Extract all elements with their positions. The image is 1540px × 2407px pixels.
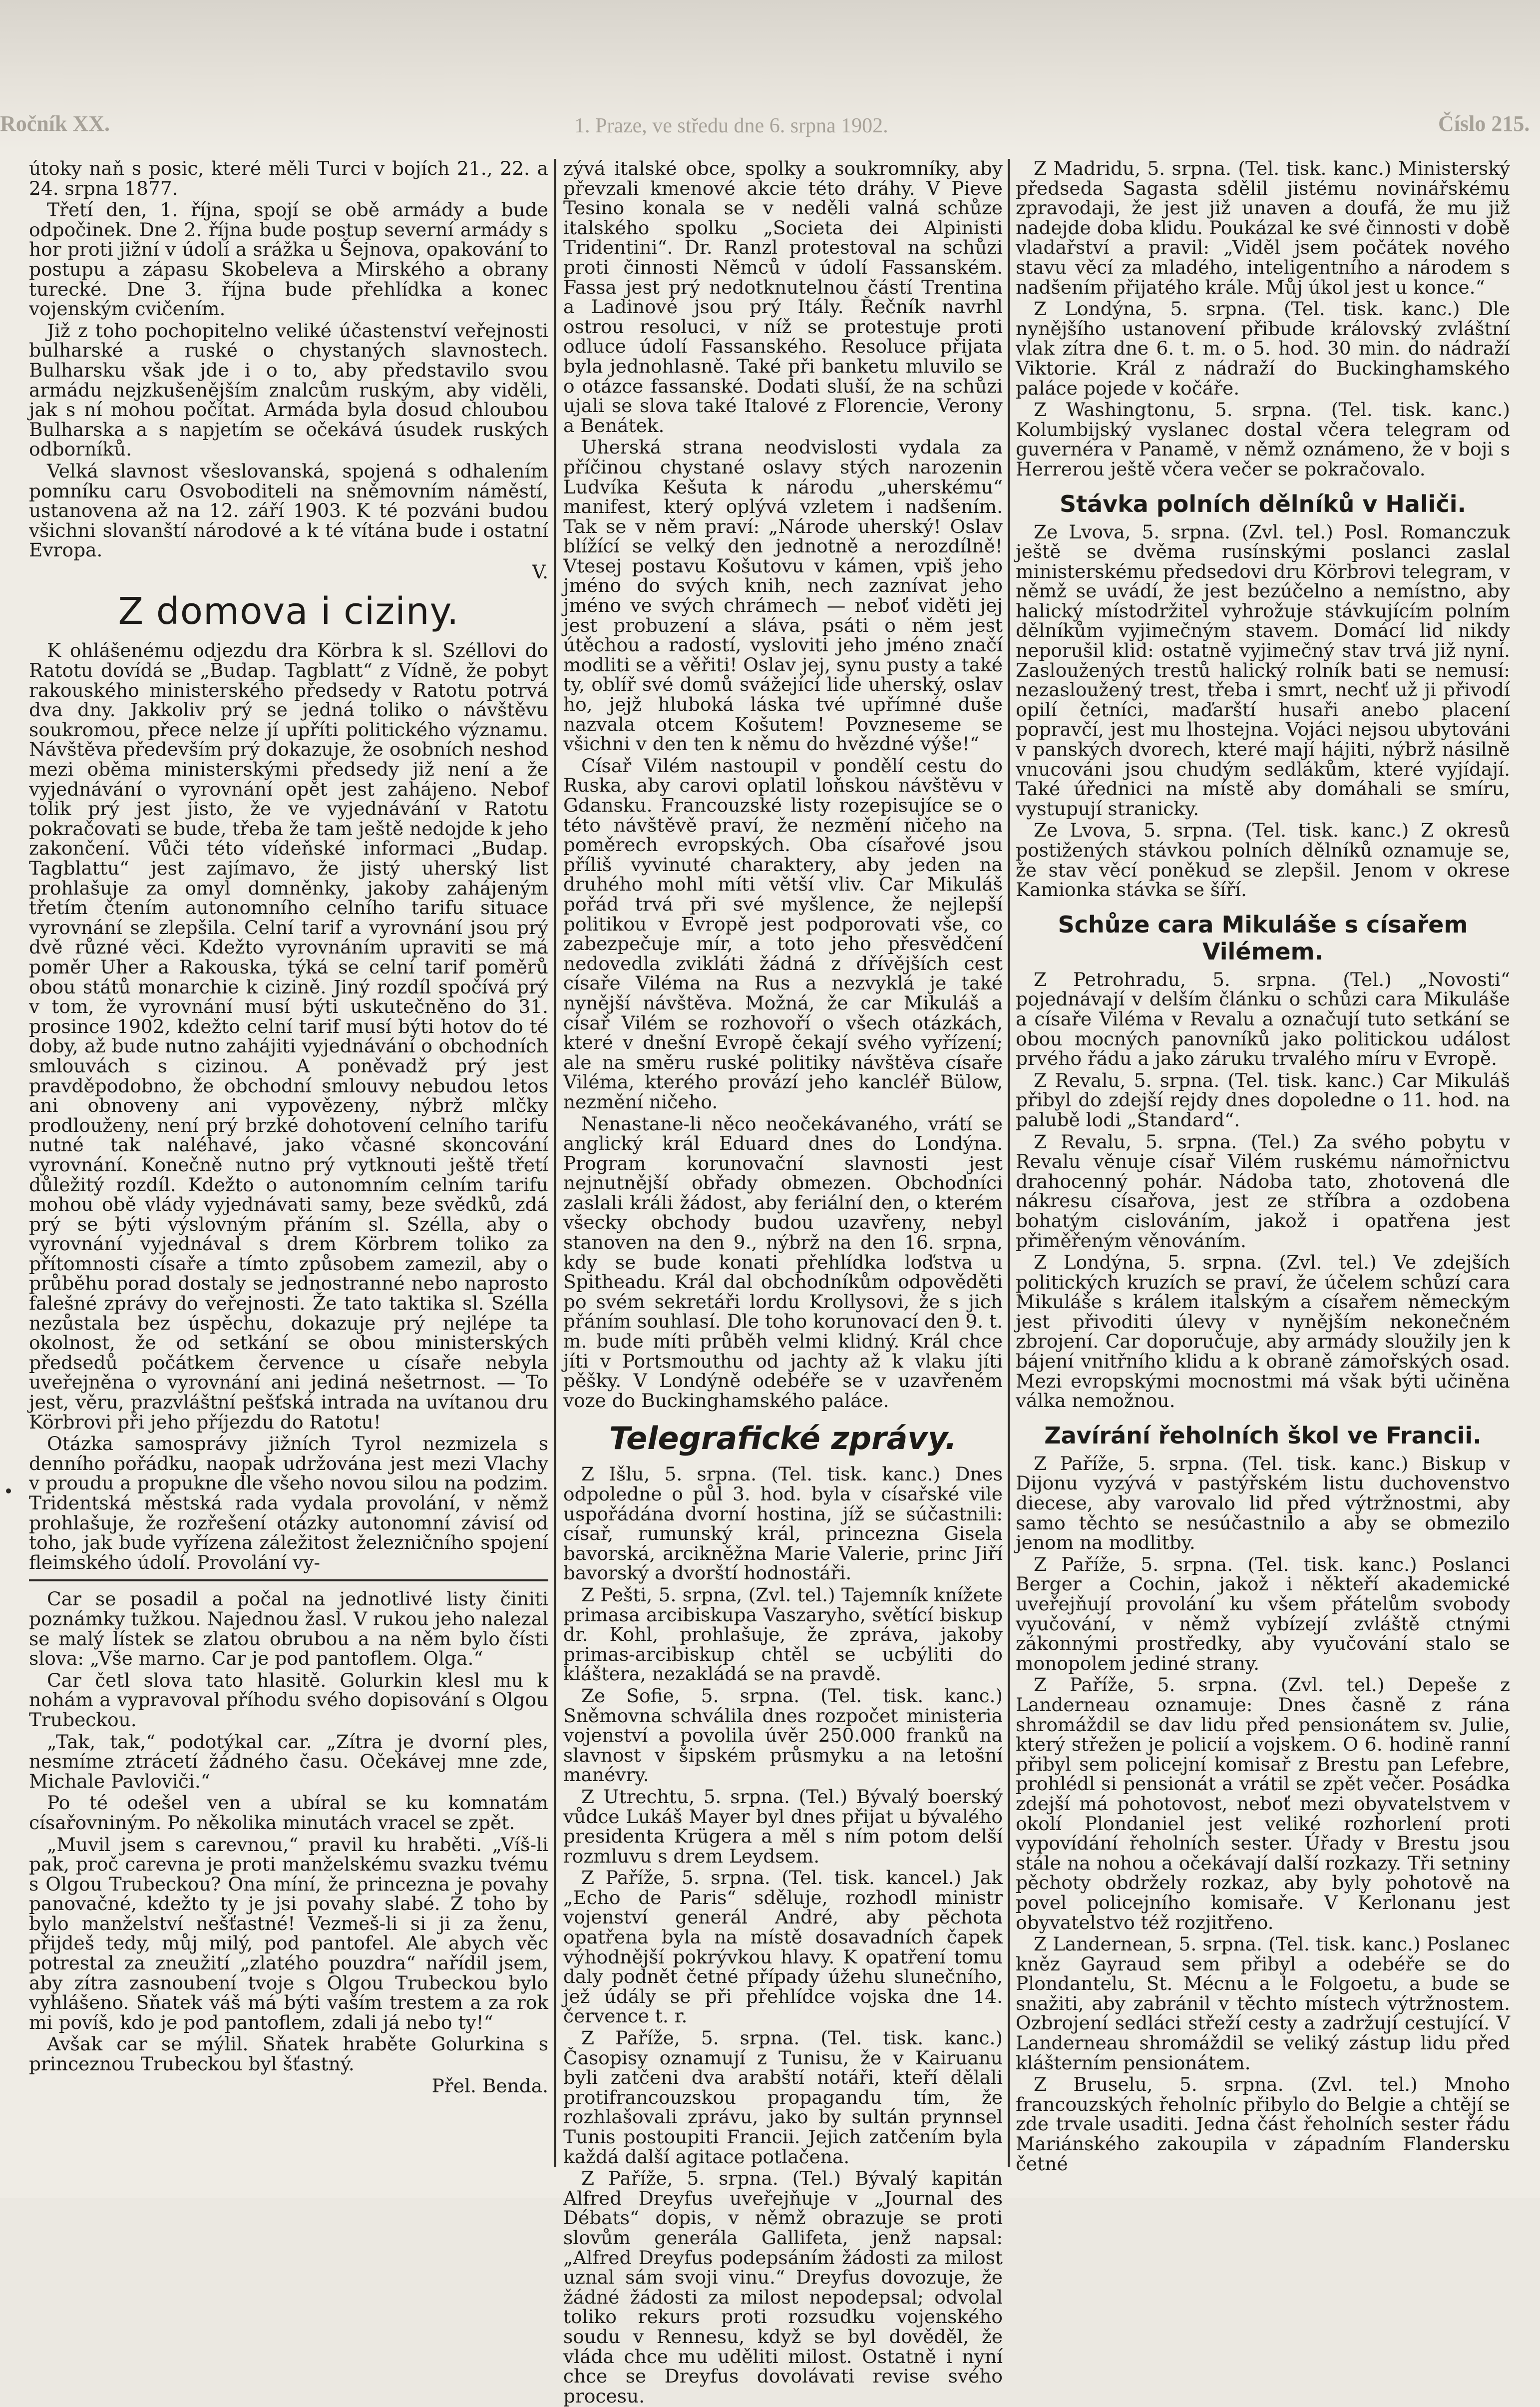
telegram-item: Z Pešti, 5. srpna, (Zvl. tel.) Tajemník knížete primasa arcibiskupa Vaszaryho, světící biskup dr. Kohl, prohlašuje, že zpráva, jakoby primas-arcibiskup chtěl se ucbýliti do kláštera, nezakládá se na pravdě. (563, 1583, 1003, 1685)
section-title-domestic: Z domova i ciziny. (118, 590, 459, 633)
telegram-item: Z Paříže, 5. srpna. (Tel. tisk. kanc.) Časopisy oznamují z Tunisu, že v Kairuanu byli zatčeni dva arabští notáři, kteří dělali protifrancouzskou propagandu tím, že rozhlašovali zprávu, jako by sultán prynnsel Tunis postoupiti Francii. Jejich zatčením byla každá další agitace potlačena. (563, 2027, 1003, 2168)
serial-divider (29, 1579, 548, 1581)
telegram-item: Z Paříže, 5. srpna. (Tel. tisk. kanc.) Biskup v Dijonu vyzývá v pastýřském listu duchovenstvo diecese, aby varovalo lid před výtržnostmi, aby samo těchto se nesúčastnilo a aby se obmezilo jenom na modlitby. (1016, 1452, 1510, 1554)
telegram-item: Ze Lvova, 5. srpna. (Zvl. tel.) Posl. Romanczuk ještě se dvěma rusínskými poslanci zaslal ministerskému předsedovi dru Körbrovi telegram, v němž se uvádí, že jest bezúčelno a nemístno, aby halický místodržitel vyhrožuje stávkujícím polním dělníkům vyjimečným stavem. Domácí lid nikdy neporušil klid: ostatně vyjimečný stav trvá již nyní. Zasloužených trestů halický rolník bati se nemusí: nezasloužený trest, třeba i smrt, nechť už ji přivodí opilí četníci, maďarští husaři anebo placení popravčí, jest mu lhostejna. Vojáci nejsou ubytováni v panských dvorech, které mají hájiti, nýbrž násilně vnucováni jsou chudým sedlákům, které vyjídají. Také úřednici na místě aby domáhali se smíru, vystupují stranicky. (1016, 520, 1510, 820)
section-title-tsar-meeting: Schůze cara Mikuláše s císařem Vilémem. (1058, 911, 1468, 965)
article-text: útoky naň s posic, které měli Turci v bojích 21., 22. a 24. srpna 1877. (29, 157, 548, 199)
article-text: Již z toho pochopitelno veliké účastenství veřejnosti bulharské a ruské o chystaných slavnostech. Bulharsku však jde i o to, aby představilo svou armádu nejzkušenějším znalcům ruským, aby viděli, jak s ní mohou počítat. Armáda byla dosud chloubou Bulharska a s napjetím se očekává úsudek ruských odborníků. (29, 319, 548, 461)
header-volume: Ročník XX. (0, 111, 110, 136)
section-title-galicia-strike: Stávka polních dělníků v Haliči. (1060, 490, 1466, 517)
article-text: Císař Vilém nastoupil v pondělí cestu do Ruska, aby carovi oplatil loňskou návštěvu v Gdansku. Francouzské listy rozepisujíce se o této návštěvě praví, že nezmění ničeho na poměrech evropských. Oba císařové jsou příliš vyvinuté charaktery, aby jeden na druhého mohl míti větší vliv. Car Mikuláš pořád trvá při své myšlence, že nejlepší politikou v Evropě jest podporovati vše, co zabezpečuje mír, a toto jeho přesvědčení nedovedla zvikláti žádná z dřívějších cest císaře Viléma na Rus a nezvyklá je také nynější návštěva. Možná, že car Mikuláš a císař Vilém se rozhovoří o všech otázkách, které v dnešní Evropě čekají svého vyřízení; ale na směru ruské politiky návštěva císaře Viléma, kterého provází jeho kancléř Bülow, nezmění ničeho. (563, 754, 1003, 1113)
telegram-item: Z Utrechtu, 5. srpna. (Tel.) Bývalý boerský vůdce Lukáš Mayer byl dnes přijat u bývalého presidenta Krügera a měl s ním potom delší rozmluvu s drem Leydsem. (563, 1785, 1003, 1867)
telegram-item: Z Londýna, 5. srpna. (Zvl. tel.) Ve zdejších politických kruzích se praví, že účelem schůzí cara Mikuláše s králem italským a císařem německým jest přivoditi úlevy v nynějším nekonečném zbrojení. Car doporučuje, aby armády sloužily jen k bájení vnitřního klidu a k obraně zámořských osad. Mezi evropskými mocnostmi má však býti učiněna válka nemožnou. (1016, 1251, 1510, 1412)
telegram-item: Z Išlu, 5. srpna. (Tel. tisk. kanc.) Dnes odpoledne o půl 3. hod. byla v císařské vile uspořádána dvorní hostina, jíž se súčastnili: císař, rumunský král, princezna Gisela bavorská, arcikněžna Marie Valerie, princ Jiří bavorský a dvorští hodnostáři. (563, 1463, 1003, 1584)
telegram-item: Z Londýna, 5. srpna. (Tel. tisk. kanc.) Dle nynějšího ustanovení přibude královský zvláštní vlak zítra dne 6. t. m. o 5. hod. 30 min. do nádraží Viktorie. Král z nádraží do Buckinghamského paláce pojede v kočáře. (1016, 298, 1510, 399)
page-header-strip (0, 0, 1540, 150)
article-text: Velká slavnost všeslovanská, spojená s odhalením pomníku caru Osvoboditeli na sněmovním náměstí, ustanovena až na 12. září 1903. K té pozváni budou všichni slovanští národové a k té vítána bude i ostatní Evropa. (29, 460, 548, 561)
serial-text: Avšak car se mýlil. Sňatek hraběte Golurkina s princeznou Trubeckou byl šťastný. (29, 2033, 548, 2075)
telegram-item: Z Landernean, 5. srpna. (Tel. tisk. kanc.) Poslanec kněz Gayraud sem přibyl a odebéře se do Plondantelu, St. Mécnu a le Folgoetu, a bude se snažiti, aby zabránil v těchto místech výtržnostem. Ozbrojení sedláci střeží cesty a zadržují cestující. V Landerneau shromáždil se veliký zástup lidu před klášterním pensionátem. (1016, 1933, 1510, 2074)
telegram-item: Ze Lvova, 5. srpna. (Tel. tisk. kanc.) Z okresů postižených stávkou polních dělníků oznamuje se, že stav věcí poněkud se zlepšil. Jenom v okrese Kamionka stávka se šíří. (1016, 819, 1510, 901)
column-2 (563, 157, 1003, 2407)
scan-speck (6, 1488, 11, 1493)
column-3 (1016, 159, 1510, 2177)
telegram-item: Z Paříže, 5. srpna. (Tel.) Bývalý kapitán Alfred Dreyfus uveřejňuje v „Journal des Débats“ dopis, v němž obrazuje se proti slovům generála Gallifeta, jenž napsal: „Alfred Dreyfus podepsáním žádosti za milost uznal sám svoji vinu.“ Dreyfus dovozuje, že žádné žádosti za milost nepodepsal; odvolal toliko rekurs proti rozsudku vojenského soudu v Rennesu, když se byl dověděl, že vláda chce mu uděliti milost. Ostatně i nyní chce se Dreyfus dovolávati revise svého procesu. (563, 2167, 1003, 2407)
article-signature: V. (532, 560, 548, 583)
article-text: zývá italské obce, spolky a soukromníky, aby převzali kmenové akcie této dráhy. V Pieve Tesino konala se v neděli valná schůze italského spolku „Societa dei Alpinisti Tridentini“. Dr. Ranzl protestoval na schůzi proti činnosti Němců v údolí Fassanském. Fassa jest prý nedotknutelnou částí Trentina a Ladinové jsou prý Itály. Řečník navrhl ostrou resoluci, v níž se protestuje proti odluce údolí Fassanského. Resoluce přijata byla jednohlasně. Také při banketu mluvilo se o otázce fassanské. Dodati sluší, že na schůzi ujali se slova také Italové z Florencie, Verony a Benátek. (563, 157, 1003, 437)
serial-text: Car četl slova tato hlasitě. Golurkin klesl mu k nohám a vypravoval příhodu svého dopisování s Olgou Trubeckou. (29, 1669, 548, 1731)
telegram-item: Z Paříže, 5. srpna. (Tel. tisk. kancel.) Jak „Echo de Paris“ sděluje, rozhodl ministr vojenství generál André, aby pěchota opatřena byla na místě dosavadních čapek výhodnější pokrývkou hlavy. K opatření tomu daly podnět četné případy úžehu slunečního, jež údály se při přehlídce vojska dne 14. července t. r. (563, 1867, 1003, 2027)
column-divider-1 (554, 159, 556, 2167)
telegram-item: Z Revalu, 5. srpna. (Tel. tisk. kanc.) Car Mikuláš přibyl do zdejší rejdy dnes dopoledne o 11. hod. na palubě lodi „Standard“. (1016, 1069, 1510, 1131)
header-running-title: 1. Praze, ve středu dne 6. srpna 1902. (574, 114, 888, 137)
serial-text: Car se posadil a počal na jednotlivé listy činiti poznámky tužkou. Najednou žasl. V rukou jeho nalezal se malý lístek se zlatou obrubou a na něm bylo čísti slova: „Vše marno. Car je pod pantoflem. Olga.“ (29, 1588, 548, 1670)
telegram-item: Z Paříže, 5. srpna. (Zvl. tel.) Depeše z Landerneau oznamuje: Dnes časně z rána shromáždil se dav lidu před pensionátem sv. Julie, který střežen je policií a vojskem. O 6. hodině ranní přibyl sem policejní komisař z Brestu pan Lefebre, prohlédl si pensionát a vrátil se zpět večer. Posádka zdejší má pohotovost, neboť mezi obyvatelstvem v okolí Plondaniel jest veliké rozhorlení proti vypovídání řeholních sester. Úřady v Brestu jsou stále na nohou a očekávají další rozkazy. Tři setniny pěchoty obdržely rozkaz, aby byly pohotově na povel policejního komisaře. V Kerlonanu jest obyvatelstvo též rozjitřeno. (1016, 1674, 1510, 1933)
telegram-item: Z Washingtonu, 5. srpna. (Tel. tisk. kanc.) Kolumbijský vyslanec dostal včera telegram od guvernéra v Panamě, v němž oznámeno, že v boji s Herrerou ještě včera večer se pokračovalo. (1016, 399, 1510, 480)
section-title-france-schools: Zavírání řeholních škol ve Francii. (1044, 1422, 1482, 1449)
section-title-telegraph: Telegrafické zprávy. (609, 1420, 957, 1457)
article-text: Uherská strana neodvislosti vydala za příčinou chystané oslavy stých narozenin Ludvíka Kešuta k národu „uherskému“ manifest, který oplývá vzletem i nadšením. Tak se v něm praví: „Národe uherský! Oslav blížící se velký den jednotně a nerozdílně! Vtesej postavu Košutovu v kámen, vpiš jeho jméno do svých knih, nech zaznívat jeho jméno ve svých chrámech — neboť viděti jej jest probuzení a sláva, psáti o něm jest útěchou a radostí, vysloviti jeho jméno značí modliti se a věřiti! Oslav jej, synu pusty a také ty, oblíř své domů svážející lide uherský, oslav ho, jejž hluboká láska tvé upřímné duše nazvala otcem Košutem! Povzneseme se všichni v den ten k němu do hvězdné výše!“ (563, 436, 1003, 755)
serial-text: „Muvil jsem s carevnou,“ pravil ku hraběti. „Víš-li pak, proč carevna je proti manželskému svazku tvému s Olgou Trubeckou? Ona míní, že princezna je povahy panovačné, kdežto ty je jsi povahy slabé. Z toho by bylo manželství nešťastné! Vezmeš-li si ji za ženu, přijdeš tedy, můj milý, pod pantofel. Ale abych věc potrestal za zneužití „zlatého pouzdra“ nařídil jsem, aby zítra zasnoubení tvoje s Olgou Trubeckou bylo vyhlášeno. Sňatek váš má býti vaším trestem a za rok mi povíš, kdo je pod pantoflem, zdali já nebo ty!“ (29, 1833, 548, 2033)
telegram-item: Z Bruselu, 5. srpna. (Zvl. tel.) Mnoho francouzských řeholníc přibylo do Belgie a chtějí se zde trvale usaditi. Jedna část řeholních sester řádu Mariánského zakoupila v západním Flandersku četné (1016, 2073, 1510, 2175)
telegram-item: Z Madridu, 5. srpna. (Tel. tisk. kanc.) Ministerský předseda Sagasta sdělil jistému novinářskému zpravodaji, že jest již unaven a doufá, že mu již nadejde doba klidu. Poukázal ke své činnosti v době vladařství a pravil: „Viděl jsem počátek nového stavu věcí za mladého, inteligentního a národem s nadšením přijatého krále. Můj úkol jest u konce.“ (1016, 157, 1510, 298)
telegram-item: Z Petrohradu, 5. srpna. (Tel.) „Novosti“ pojednávají v delším článku o schůzi cara Mikuláše a císaře Viléma v Revalu a označují tuto setkání se obou mocných panovníků jako politickou událost prvého řádu a jako záruku trvalého míru v Evropě. (1016, 968, 1510, 1070)
article-text: Třetí den, 1. října, spojí se obě armády a bude odpočinek. Dne 2. října bude postup severní armády s hor proti jižní v údolí a srážka u Šejnova, opakování to postupu a zápasu Skobeleva a Mirského a obrany turecké. Dne 3. října bude přehlídka a konec vojenským cvičením. (29, 199, 548, 320)
article-text: K ohlášenému odjezdu dra Körbra k sl. Széllovi do Ratotu dovídá se „Budap. Tagblatt“ z Vídně, že pobyt rakouského ministerského předsedy v Ratotu potrvá dva dny. Jakkoliv prý se jedná toliko o návštěvu soukromou, přece nelze jí upříti politického významu. Návštěva především prý dokazuje, že osobních neshod mezi oběma ministerskými předsedy již není a že vyjednávání o vyrovnání opět jest zahájeno. Nebof tolik prý jest jisto, že ve vyjednávání v Ratotu pokračovati se bude, třeba že tam ještě nedojde k jeho zakončení. Vůči této vídeňské informaci „Budap. Tagblattu“ jest zajímavo, že jistý uherský list prohlašuje za omyl domněnky, jakoby zahájeným třetím čtením autonomního celního tarifu situace vyrovnání se zlepšila. Celní tarif a vyrovnání jsou prý dvě různé věci. Kdežto vyrovnáním upraviti se má poměr Uher a Rakouska, týká se celní tarif poměrů obou států monarchie k cizině. Jiný rozdíl spočívá prý v tom, že vyrovnání musí býti uskutečněno do 31. prosince 1902, kdežto celní tarif musí býti hotov do té doby, až bude nutno zahájiti vyjednávání o obchodních smlouvách s cizinou. A poněvadž prý jest pravděpodobno, že obchodní smlouvy nebudou letos ani obnoveny ani vypovězeny, nýbrž mlčky prodlouženy, není prý brzké dohotovení celního tarifu nutné tak naléhavé, jako včasné skoncování vyrovnání. Konečně nutno prý vytknouti ještě třetí důležitý rozdíl. Kdežto o autonomním celním tarifu mohou obě vlády vyjednávati samy, beze svědků, zdá prý se býti výslovným přáním sl. Szélla, aby o vyrovnání vyjednával s drem Körbrem toliko za přítomnosti císaře a tímto způsobem zamezil, aby o průběhu porad dostaly se jednostranné nebo naprosto falešné zprávy do veřejnosti. Že tato taktika sl. Szélla nezůstala bez úspěchu, dokazuje prý nejlépe ta okolnost, že od setkání se obou ministerských předsedů počátkem července u císaře nebyla uveřejněna o vyrovnání ani jediná nešetrnost. — To jest, věru, prazvláštní pešťská intrada na uvítanou dru Körbrovi při jeho příjezdu do Ratotu! (29, 639, 548, 1433)
telegram-item: Ze Sofie, 5. srpna. (Tel. tisk. kanc.) Sněmovna schválila dnes rozpočet ministeria vojenství a povolila úvěr 250.000 franků na slavnost v šipském průsmyku a na letošní manévry. (563, 1684, 1003, 1786)
column-divider-2 (1008, 159, 1010, 2167)
header-issue-number: Číslo 215. (1438, 111, 1530, 136)
serial-signature: Přel. Benda. (431, 2074, 548, 2097)
telegram-item: Z Revalu, 5. srpna. (Tel.) Za svého pobytu v Revalu věnuje císař Vilém ruskému námořnictvu drahocenný pohár. Nádoba tato, zhotovená dle nákresu císařova, jest ze stříbra a ozdobena bohatým cislováním, jakož i opatřena jest přiměřeným věnováním. (1016, 1130, 1510, 1252)
serial-text: Po té odešel ven a ubíral se ku komnatám císařovniným. Po několika minutách vracel se zpět. (29, 1792, 548, 1834)
telegram-item: Z Paříže, 5. srpna. (Tel. tisk. kanc.) Poslanci Berger a Cochin, jakož i někteří akademické uveřejňují provolání ku všem přátelům svobody vyučování, v němž vybízejí zvláště ctnými zákonnými prostředky, aby vyučování stalo se monopolem jediné strany. (1016, 1553, 1510, 1674)
article-text: Otázka samosprávy jižních Tyrol nezmizela s denního pořádku, naopak udržována jest mezi Vlachy v proudu a propukne dle všeho novou silou na podzim. Tridentská městská rada vydala provolání, v němž prohlašuje, že rozřešení otázky autonomní závisí od toho, jak bude vyřízena záležitost železničního spojení fleimského údolí. Provolání vy- (29, 1433, 548, 1573)
article-text: Nenastane-li něco neočekávaného, vrátí se anglický král Eduard dnes do Londýna. Program korunovační slavnosti jest nejnutnější obřady obmezen. Obchodníci zaslali králi žádost, aby feriální den, o kterém všecky obchody budou uzavřeny, nebyl stanoven na den 9., nýbrž na den 16. srpna, kdy se bude konati přehlídka loďstva u Spitheadu. Král dal obchodníkům odpověděti po svém sekretáři lordu Krollysovi, že s jich přáním souhlasí. Dle toho korunovací den 9. t. m. bude míti průběh velmi klidný. Král chce jíti v Portsmouthu od jachty až k vlaku jíti pěšky. V Londýně odebéře se v uzavřeném voze do Buckinghamského paláce. (563, 1112, 1003, 1412)
column-1 (29, 159, 548, 2177)
serial-text: „Tak, tak,“ podotýkal car. „Zítra je dvorní ples, nesmíme ztrácetí žádného času. Očekávej mne zde, Michale Pavloviči.“ (29, 1730, 548, 1792)
